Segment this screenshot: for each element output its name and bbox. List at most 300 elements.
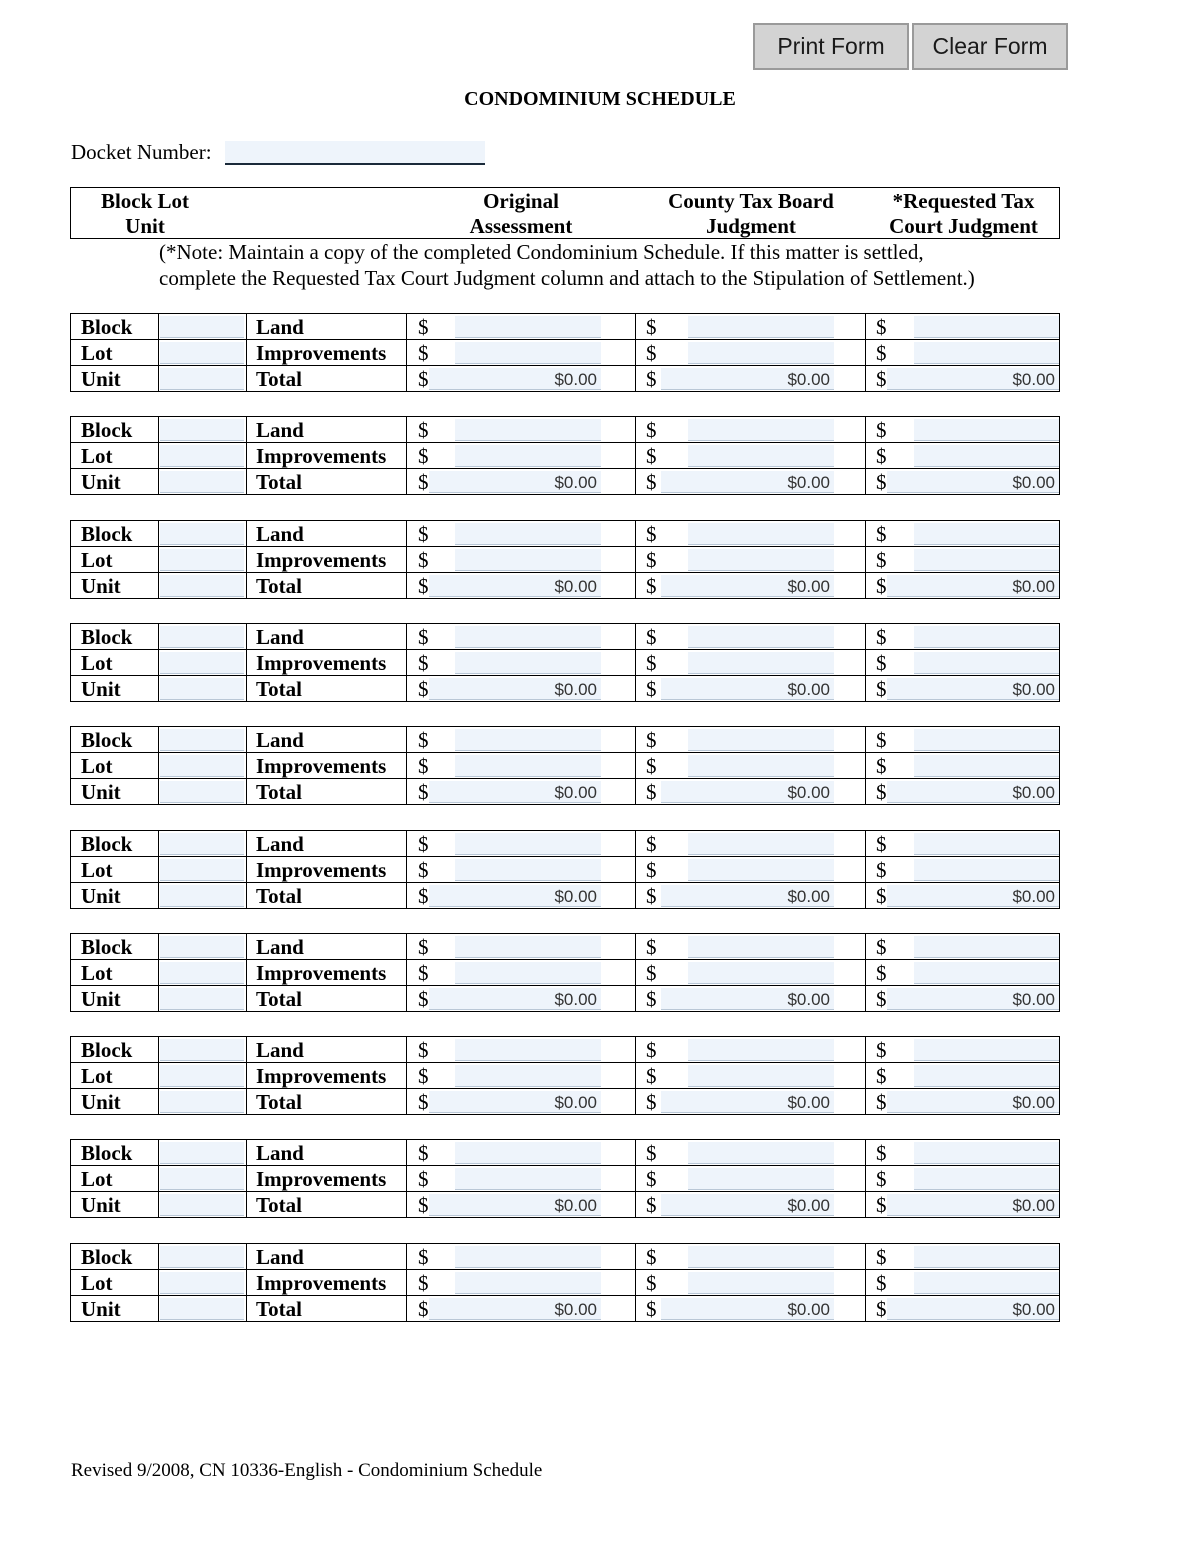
county-tax-board-improvements-input[interactable]	[688, 962, 834, 984]
column-divider	[158, 624, 159, 649]
original-assessment-land-input[interactable]	[455, 936, 601, 958]
column-divider	[865, 1063, 866, 1088]
original-assessment-improvements-input[interactable]	[455, 549, 601, 571]
column-divider	[635, 624, 636, 649]
county-tax-board-improvements-input[interactable]	[688, 549, 834, 571]
requested-tax-court-land-input[interactable]	[914, 523, 1059, 545]
original-assessment-total-value: $0.00	[429, 988, 601, 1010]
column-divider	[865, 1192, 866, 1218]
requested-tax-court-land-input[interactable]	[914, 419, 1059, 441]
column-divider	[865, 753, 866, 778]
column-divider	[158, 1166, 159, 1191]
column-divider	[246, 366, 247, 392]
unit-input[interactable]	[160, 1194, 244, 1216]
column-divider	[158, 960, 159, 985]
requested-tax-court-land-input[interactable]	[914, 833, 1059, 855]
county-tax-board-land-input[interactable]	[688, 936, 834, 958]
original-assessment-improvements-input[interactable]	[455, 342, 601, 364]
currency-symbol: $	[876, 1090, 887, 1114]
column-divider	[406, 340, 407, 365]
column-divider	[865, 1244, 866, 1269]
original-assessment-improvements-input[interactable]	[455, 652, 601, 674]
lot-input[interactable]	[160, 1168, 244, 1190]
lot-input[interactable]	[160, 549, 244, 571]
column-divider	[865, 1037, 866, 1062]
docket-number-input[interactable]	[225, 141, 485, 165]
header-original-text: Original	[483, 189, 559, 213]
county-tax-board-improvements-input[interactable]	[688, 755, 834, 777]
unit-input[interactable]	[160, 678, 244, 700]
column-divider	[158, 521, 159, 546]
currency-symbol: $	[876, 1038, 887, 1062]
column-divider	[406, 676, 407, 702]
column-divider	[635, 753, 636, 778]
condo-entry-block	[70, 1036, 1060, 1115]
column-divider	[158, 547, 159, 572]
original-assessment-total-value: $0.00	[429, 885, 601, 907]
original-assessment-improvements-input[interactable]	[455, 1065, 601, 1087]
block-input[interactable]	[160, 936, 244, 958]
column-divider	[158, 676, 159, 702]
requested-tax-court-improvements-input[interactable]	[914, 445, 1059, 467]
county-tax-board-land-input[interactable]	[688, 729, 834, 751]
currency-symbol: $	[418, 1141, 429, 1165]
currency-symbol: $	[418, 884, 429, 908]
original-assessment-improvements-input[interactable]	[455, 859, 601, 881]
lot-input[interactable]	[160, 445, 244, 467]
requested-tax-court-total-value: $0.00	[887, 368, 1059, 390]
column-divider	[865, 676, 866, 702]
total-label: Total	[256, 987, 302, 1011]
requested-tax-court-land-input[interactable]	[914, 936, 1059, 958]
column-divider	[246, 1166, 247, 1191]
original-assessment-improvements-input[interactable]	[455, 962, 601, 984]
block-input[interactable]	[160, 1039, 244, 1061]
total-label: Total	[256, 470, 302, 494]
column-divider	[246, 573, 247, 599]
column-divider	[865, 417, 866, 442]
column-divider	[406, 1037, 407, 1062]
column-divider	[406, 1192, 407, 1218]
currency-symbol: $	[418, 728, 429, 752]
column-divider	[406, 650, 407, 675]
land-label: Land	[256, 315, 304, 339]
column-divider	[406, 779, 407, 805]
requested-tax-court-total-value: $0.00	[887, 1194, 1059, 1216]
currency-symbol: $	[876, 470, 887, 494]
column-divider	[406, 753, 407, 778]
lot-label: Lot	[81, 548, 113, 572]
requested-tax-court-land-input[interactable]	[914, 626, 1059, 648]
column-divider	[158, 469, 159, 495]
county-tax-board-total-value: $0.00	[661, 678, 834, 700]
unit-label: Unit	[81, 677, 121, 701]
column-divider	[246, 443, 247, 468]
column-divider	[865, 340, 866, 365]
column-divider	[246, 883, 247, 909]
county-tax-board-total-value: $0.00	[661, 1091, 834, 1113]
column-divider	[635, 521, 636, 546]
column-divider	[406, 727, 407, 752]
currency-symbol: $	[418, 418, 429, 442]
original-assessment-land-input[interactable]	[455, 1246, 601, 1268]
entry-row-improvements	[71, 1166, 1059, 1192]
total-label: Total	[256, 367, 302, 391]
unit-input[interactable]	[160, 1298, 244, 1320]
column-divider	[635, 443, 636, 468]
land-label: Land	[256, 625, 304, 649]
currency-symbol: $	[418, 315, 429, 339]
county-tax-board-land-input[interactable]	[688, 523, 834, 545]
unit-input[interactable]	[160, 988, 244, 1010]
requested-tax-court-land-input[interactable]	[914, 729, 1059, 751]
original-assessment-total-value: $0.00	[429, 471, 601, 493]
condo-entry-block	[70, 933, 1060, 1012]
county-tax-board-land-input[interactable]	[688, 626, 834, 648]
lot-label: Lot	[81, 961, 113, 985]
column-divider	[865, 1166, 866, 1191]
original-assessment-land-input[interactable]	[455, 316, 601, 338]
block-label: Block	[81, 522, 133, 546]
unit-input[interactable]	[160, 575, 244, 597]
currency-symbol: $	[646, 728, 657, 752]
requested-tax-court-improvements-input[interactable]	[914, 652, 1059, 674]
original-assessment-improvements-input[interactable]	[455, 445, 601, 467]
column-divider	[635, 469, 636, 495]
currency-symbol: $	[646, 961, 657, 985]
original-assessment-land-input[interactable]	[455, 729, 601, 751]
column-divider	[246, 314, 247, 339]
total-label: Total	[256, 574, 302, 598]
lot-input[interactable]	[160, 1065, 244, 1087]
original-assessment-improvements-input[interactable]	[455, 1272, 601, 1294]
improvements-label: Improvements	[256, 1167, 387, 1191]
header-county-tax-board	[651, 189, 851, 239]
column-divider	[158, 1063, 159, 1088]
column-divider	[158, 779, 159, 805]
currency-symbol: $	[876, 780, 887, 804]
column-divider	[158, 1089, 159, 1115]
currency-symbol: $	[418, 677, 429, 701]
column-divider	[635, 1296, 636, 1322]
county-tax-board-land-input[interactable]	[688, 1246, 834, 1268]
column-divider	[635, 1270, 636, 1295]
column-divider	[406, 521, 407, 546]
column-divider	[246, 1140, 247, 1165]
lot-input[interactable]	[160, 342, 244, 364]
original-assessment-land-input[interactable]	[455, 833, 601, 855]
page-title: CONDOMINIUM SCHEDULE	[464, 88, 736, 110]
original-assessment-improvements-input[interactable]	[455, 1168, 601, 1190]
requested-tax-court-total-value: $0.00	[887, 988, 1059, 1010]
improvements-label: Improvements	[256, 754, 387, 778]
lot-input[interactable]	[160, 962, 244, 984]
original-assessment-improvements-input[interactable]	[455, 755, 601, 777]
original-assessment-land-input[interactable]	[455, 419, 601, 441]
column-divider	[246, 1296, 247, 1322]
column-divider	[158, 1244, 159, 1269]
clear-form-button[interactable]: Clear Form	[912, 23, 1068, 70]
column-divider	[246, 624, 247, 649]
lot-input[interactable]	[160, 859, 244, 881]
entry-row-land	[71, 727, 1059, 753]
entry-row-total	[71, 469, 1059, 495]
county-tax-board-land-input[interactable]	[688, 1039, 834, 1061]
column-divider	[635, 883, 636, 909]
block-input[interactable]	[160, 729, 244, 751]
column-divider	[406, 883, 407, 909]
header-judgment-text: Judgment	[706, 214, 796, 238]
column-divider	[246, 521, 247, 546]
currency-symbol: $	[876, 1245, 887, 1269]
block-label: Block	[81, 832, 133, 856]
column-divider	[246, 727, 247, 752]
entry-row-improvements	[71, 650, 1059, 676]
header-unit-text: Unit	[125, 214, 165, 238]
currency-symbol: $	[876, 548, 887, 572]
land-label: Land	[256, 1038, 304, 1062]
column-divider	[246, 1270, 247, 1295]
county-tax-board-total-value: $0.00	[661, 575, 834, 597]
currency-symbol: $	[646, 418, 657, 442]
column-divider	[158, 1270, 159, 1295]
unit-label: Unit	[81, 1090, 121, 1114]
requested-tax-court-total-value: $0.00	[887, 471, 1059, 493]
entry-row-land	[71, 624, 1059, 650]
original-assessment-total-value: $0.00	[429, 1298, 601, 1320]
column-divider	[635, 1063, 636, 1088]
currency-symbol: $	[646, 341, 657, 365]
currency-symbol: $	[418, 574, 429, 598]
column-divider	[246, 1192, 247, 1218]
column-divider	[635, 573, 636, 599]
county-tax-board-improvements-input[interactable]	[688, 652, 834, 674]
original-assessment-land-input[interactable]	[455, 1039, 601, 1061]
lot-label: Lot	[81, 858, 113, 882]
entry-row-total	[71, 676, 1059, 702]
requested-tax-court-improvements-input[interactable]	[914, 859, 1059, 881]
column-divider	[158, 1296, 159, 1322]
lot-label: Lot	[81, 1064, 113, 1088]
lot-input[interactable]	[160, 1272, 244, 1294]
column-divider	[406, 547, 407, 572]
entry-row-total	[71, 1296, 1059, 1322]
column-divider	[246, 857, 247, 882]
currency-symbol: $	[876, 884, 887, 908]
block-input[interactable]	[160, 523, 244, 545]
condo-entry-block	[70, 313, 1060, 392]
column-divider	[406, 1270, 407, 1295]
column-divider	[246, 1244, 247, 1269]
column-divider	[865, 883, 866, 909]
column-divider	[158, 1140, 159, 1165]
block-input[interactable]	[160, 419, 244, 441]
county-tax-board-total-value: $0.00	[661, 885, 834, 907]
column-divider	[158, 650, 159, 675]
currency-symbol: $	[418, 548, 429, 572]
currency-symbol: $	[876, 1141, 887, 1165]
lot-input[interactable]	[160, 652, 244, 674]
column-divider	[865, 650, 866, 675]
unit-input[interactable]	[160, 781, 244, 803]
requested-tax-court-total-value: $0.00	[887, 678, 1059, 700]
county-tax-board-total-value: $0.00	[661, 368, 834, 390]
improvements-label: Improvements	[256, 341, 387, 365]
requested-tax-court-improvements-input[interactable]	[914, 1168, 1059, 1190]
column-divider	[406, 624, 407, 649]
currency-symbol: $	[876, 341, 887, 365]
column-divider	[246, 986, 247, 1012]
entry-row-land	[71, 1140, 1059, 1166]
currency-symbol: $	[418, 367, 429, 391]
column-divider	[246, 650, 247, 675]
entry-row-total	[71, 1089, 1059, 1115]
currency-symbol: $	[646, 548, 657, 572]
entry-row-improvements	[71, 960, 1059, 986]
header-block-lot-text: Block Lot	[100, 189, 190, 213]
requested-tax-court-improvements-input[interactable]	[914, 962, 1059, 984]
county-tax-board-improvements-input[interactable]	[688, 1168, 834, 1190]
requested-tax-court-improvements-input[interactable]	[914, 1065, 1059, 1087]
currency-symbol: $	[876, 961, 887, 985]
total-label: Total	[256, 1193, 302, 1217]
column-divider	[406, 831, 407, 856]
county-tax-board-improvements-input[interactable]	[688, 342, 834, 364]
column-divider	[246, 417, 247, 442]
currency-symbol: $	[646, 1064, 657, 1088]
block-input[interactable]	[160, 626, 244, 648]
currency-symbol: $	[418, 1064, 429, 1088]
entry-row-land	[71, 417, 1059, 443]
county-tax-board-improvements-input[interactable]	[688, 445, 834, 467]
county-tax-board-improvements-input[interactable]	[688, 1065, 834, 1087]
column-divider	[635, 314, 636, 339]
column-divider	[865, 779, 866, 805]
settlement-note	[159, 239, 1059, 291]
lot-label: Lot	[81, 444, 113, 468]
original-assessment-land-input[interactable]	[455, 523, 601, 545]
currency-symbol: $	[418, 444, 429, 468]
currency-symbol: $	[418, 1090, 429, 1114]
original-assessment-land-input[interactable]	[455, 1142, 601, 1164]
unit-input[interactable]	[160, 471, 244, 493]
column-divider	[635, 650, 636, 675]
header-assessment-text: Assessment	[469, 214, 573, 238]
requested-tax-court-improvements-input[interactable]	[914, 1272, 1059, 1294]
county-tax-board-improvements-input[interactable]	[688, 859, 834, 881]
column-divider	[406, 857, 407, 882]
currency-symbol: $	[418, 1167, 429, 1191]
currency-symbol: $	[876, 1297, 887, 1321]
land-label: Land	[256, 728, 304, 752]
unit-label: Unit	[81, 987, 121, 1011]
column-divider	[246, 779, 247, 805]
column-divider	[246, 469, 247, 495]
entry-row-total	[71, 1192, 1059, 1218]
requested-tax-court-total-value: $0.00	[887, 781, 1059, 803]
condo-entry-block	[70, 1243, 1060, 1322]
requested-tax-court-land-input[interactable]	[914, 1039, 1059, 1061]
column-divider	[246, 934, 247, 959]
unit-input[interactable]	[160, 885, 244, 907]
block-label: Block	[81, 1038, 133, 1062]
original-assessment-total-value: $0.00	[429, 1091, 601, 1113]
currency-symbol: $	[418, 1245, 429, 1269]
county-tax-board-land-input[interactable]	[688, 419, 834, 441]
column-divider	[246, 676, 247, 702]
requested-tax-court-improvements-input[interactable]	[914, 549, 1059, 571]
currency-symbol: $	[876, 625, 887, 649]
column-divider	[865, 1296, 866, 1322]
lot-label: Lot	[81, 651, 113, 675]
currency-symbol: $	[418, 625, 429, 649]
land-label: Land	[256, 935, 304, 959]
unit-input[interactable]	[160, 368, 244, 390]
original-assessment-land-input[interactable]	[455, 626, 601, 648]
unit-input[interactable]	[160, 1091, 244, 1113]
requested-tax-court-land-input[interactable]	[914, 1142, 1059, 1164]
county-tax-board-improvements-input[interactable]	[688, 1272, 834, 1294]
entry-row-total	[71, 366, 1059, 392]
column-divider	[635, 1244, 636, 1269]
block-input[interactable]	[160, 1142, 244, 1164]
requested-tax-court-land-input[interactable]	[914, 1246, 1059, 1268]
entry-row-total	[71, 779, 1059, 805]
column-divider	[865, 1270, 866, 1295]
column-divider	[246, 340, 247, 365]
land-label: Land	[256, 522, 304, 546]
requested-tax-court-improvements-input[interactable]	[914, 342, 1059, 364]
column-divider	[406, 417, 407, 442]
block-input[interactable]	[160, 833, 244, 855]
condo-entry-block	[70, 1139, 1060, 1218]
unit-label: Unit	[81, 470, 121, 494]
improvements-label: Improvements	[256, 548, 387, 572]
header-court-judgment-text: Court Judgment	[889, 214, 1038, 238]
currency-symbol: $	[418, 1193, 429, 1217]
improvements-label: Improvements	[256, 961, 387, 985]
requested-tax-court-land-input[interactable]	[914, 316, 1059, 338]
currency-symbol: $	[418, 961, 429, 985]
currency-symbol: $	[418, 987, 429, 1011]
print-form-button[interactable]: Print Form	[753, 23, 909, 70]
column-divider	[246, 1063, 247, 1088]
lot-input[interactable]	[160, 755, 244, 777]
block-input[interactable]	[160, 1246, 244, 1268]
county-tax-board-land-input[interactable]	[688, 1142, 834, 1164]
currency-symbol: $	[876, 1167, 887, 1191]
total-label: Total	[256, 1297, 302, 1321]
entry-row-land	[71, 1037, 1059, 1063]
block-input[interactable]	[160, 316, 244, 338]
currency-symbol: $	[418, 522, 429, 546]
currency-symbol: $	[418, 1297, 429, 1321]
entry-row-improvements	[71, 443, 1059, 469]
county-tax-board-land-input[interactable]	[688, 316, 834, 338]
unit-label: Unit	[81, 367, 121, 391]
unit-label: Unit	[81, 780, 121, 804]
currency-symbol: $	[646, 1193, 657, 1217]
header-block-lot-unit	[71, 189, 219, 239]
column-divider	[158, 573, 159, 599]
currency-symbol: $	[418, 832, 429, 856]
requested-tax-court-total-value: $0.00	[887, 1298, 1059, 1320]
improvements-label: Improvements	[256, 1064, 387, 1088]
column-divider	[635, 1089, 636, 1115]
requested-tax-court-improvements-input[interactable]	[914, 755, 1059, 777]
currency-symbol: $	[876, 522, 887, 546]
county-tax-board-land-input[interactable]	[688, 833, 834, 855]
